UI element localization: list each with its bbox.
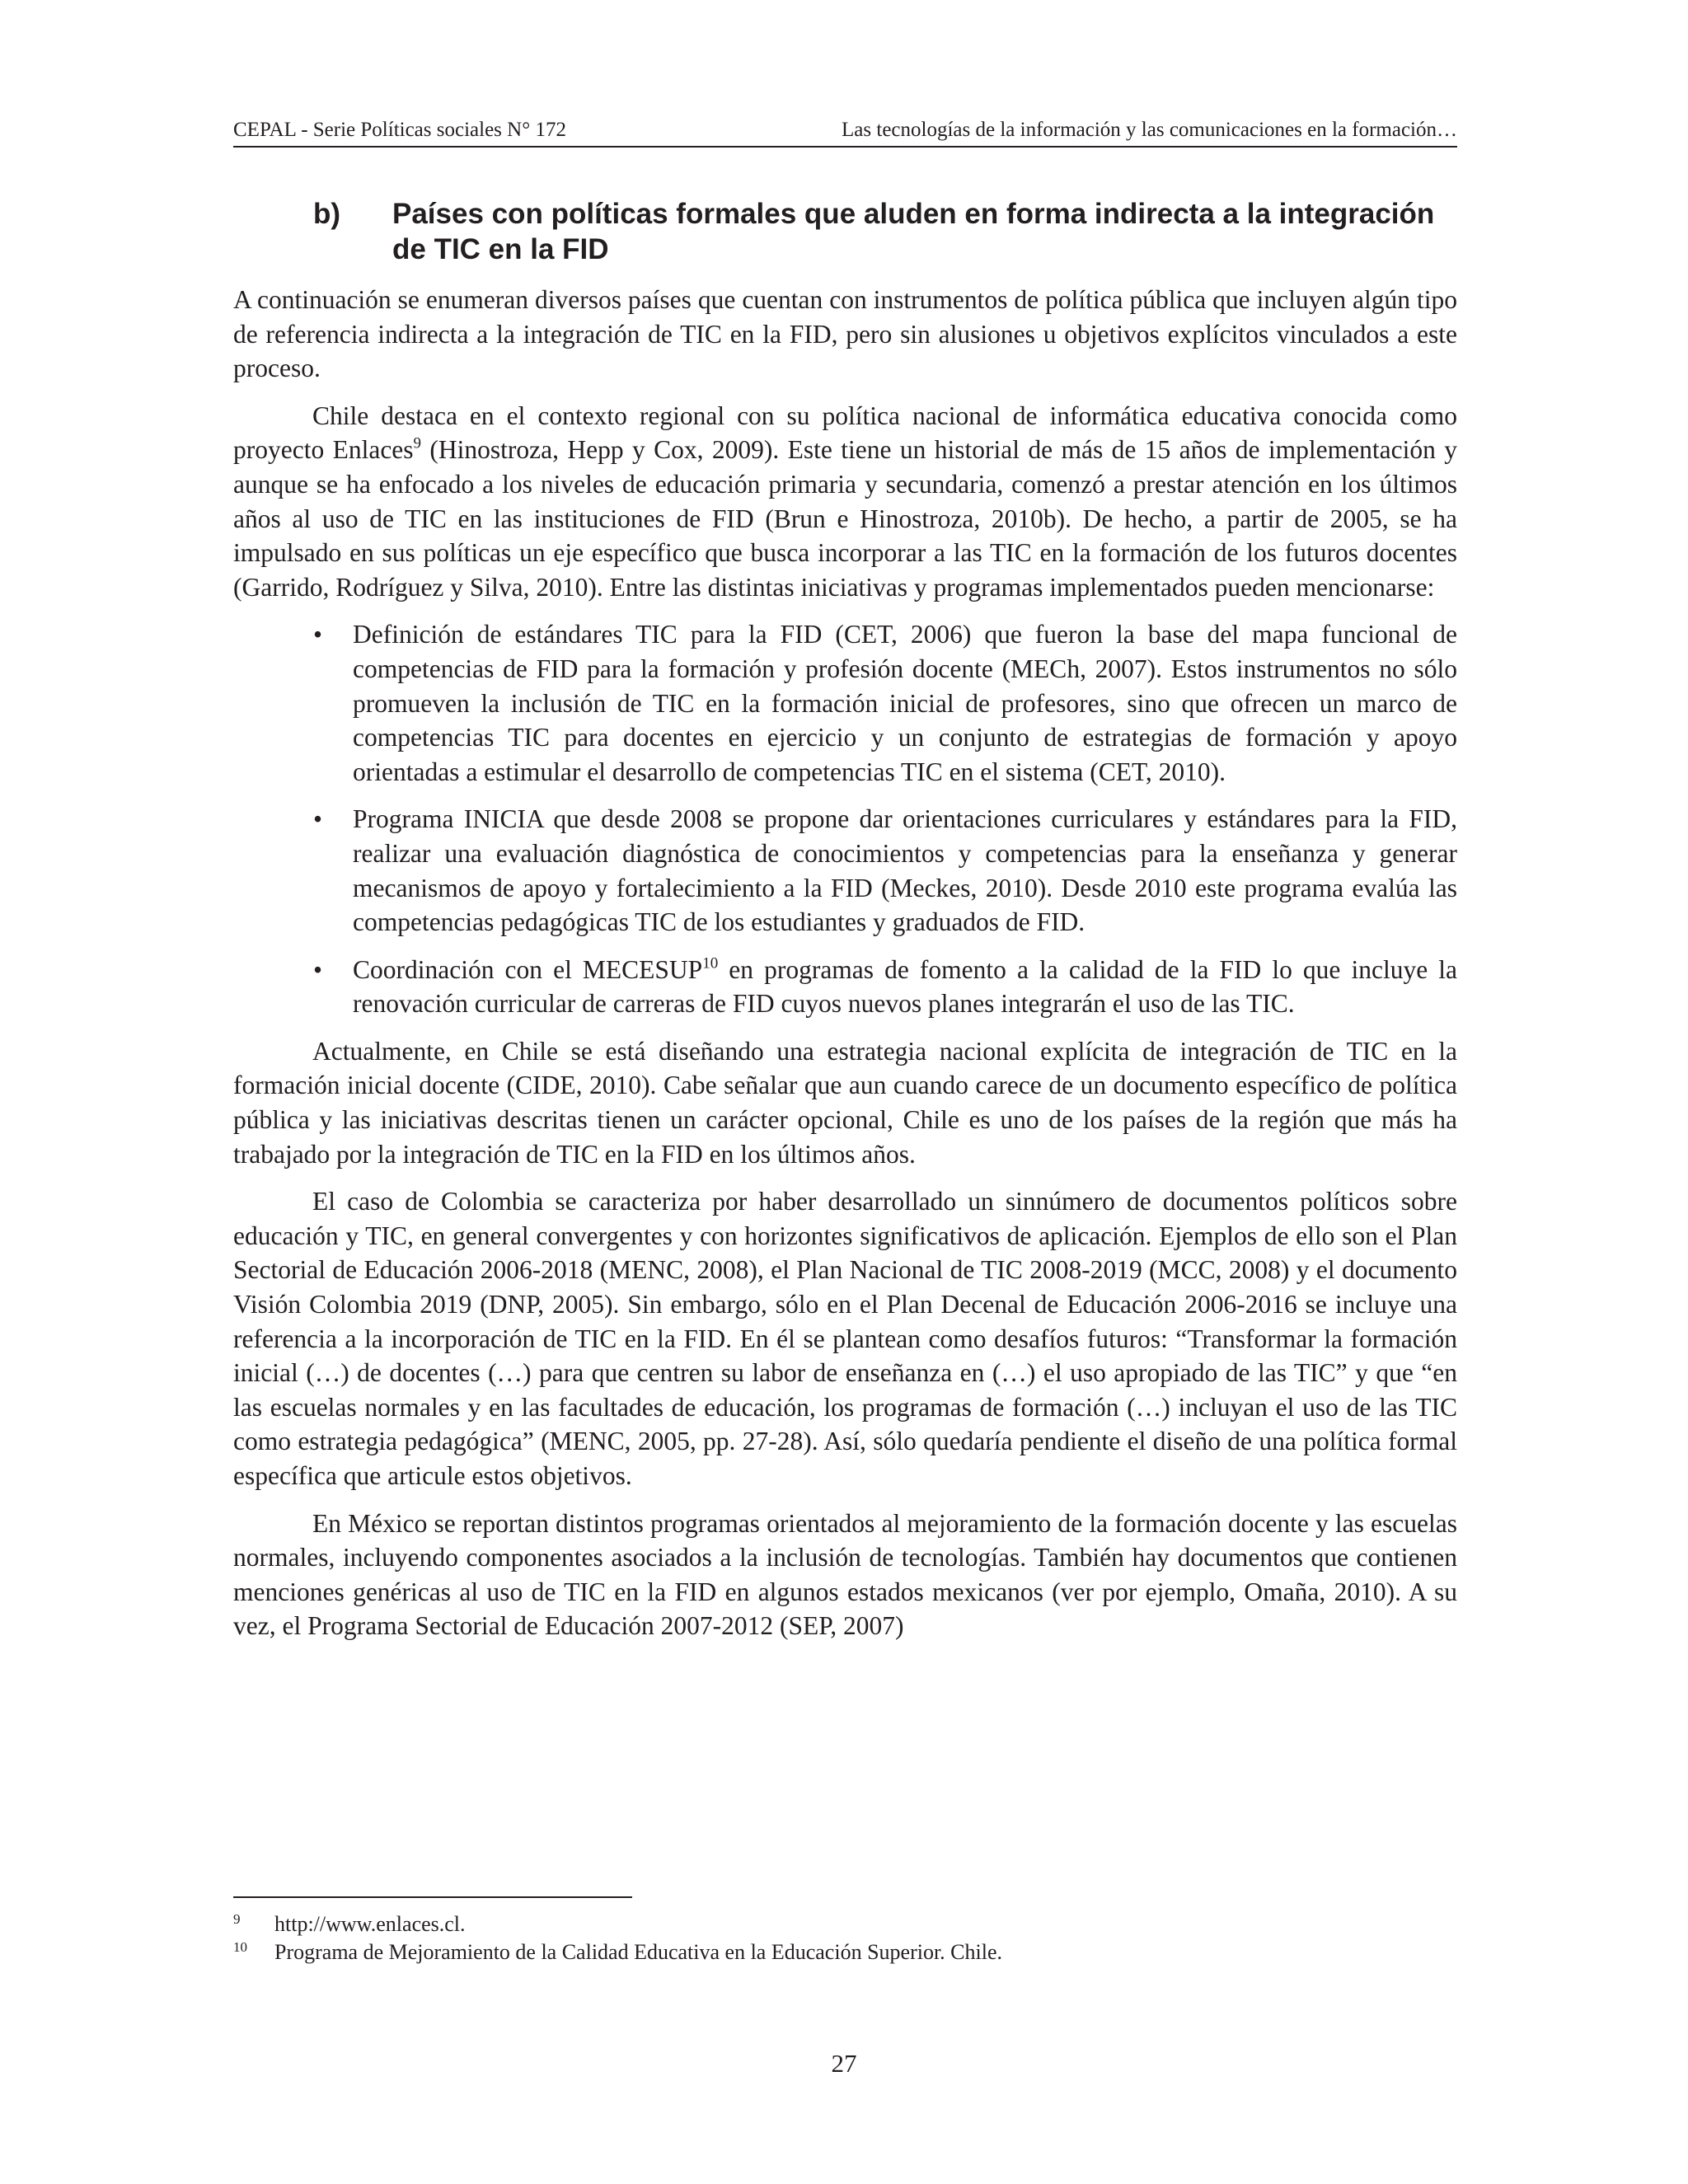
list-item (233, 617, 1457, 789)
footnote-number: 10 (233, 1939, 247, 1955)
footnote-10 (233, 1938, 1457, 1966)
list-item-text: en programas de fomento a la calidad de la FID lo que incluye la renovación curricular de carreras de FID cuyos nuevos planes integrarán el uso de las TIC. (353, 954, 1457, 1019)
running-header (233, 115, 1457, 148)
paragraph: A continuación se enumeran diversos países que cuentan con instrumentos de política pública que incluyen algún tipo de referencia indirecta a la integración de TIC en la FID, pero sin alusiones u objetivos explícitos vinculados a este proceso. (233, 285, 1457, 383)
header-document-title: Las tecnologías de la información y las comunicaciones en la formación… (842, 119, 1457, 141)
list-item-text: Definición de estándares TIC para la FID (CET, 2006) que fueron la base del mapa funcional de competencias de FID para la formación y profesión docente (MECh, 2007). Estos instrumentos no sólo promueven la inclusión de TIC en la formación inicial de profesores, sino que ofrecen un marco de competencias TIC para docentes en ejercicio y un conjunto de estrategias de formación y apoyo orientadas a estimular el desarrollo de competencias TIC en el sistema (CET, 2010). (353, 620, 1457, 786)
paragraph-text: Chile destaca en el contexto regional con su política nacional de informática educativa conocida como proyecto Enlaces (233, 401, 1457, 465)
list-item-text: Programa INICIA que desde 2008 se propone dar orientaciones curriculares y estándares para la FID, realizar una evaluación diagnóstica de conocimientos y competencias para la enseñanza y generar mecanismos de apoyo y fortalecimiento a la FID (Meckes, 2010). Desde 2010 este programa evalúa las competencias pedagógicas TIC de los estudiantes y graduados de FID. (353, 804, 1457, 937)
footnotes (233, 1910, 1457, 1966)
paragraph-text: (Hinostroza, Hepp y Cox, 2009). Este tiene un historial de más de 15 años de implementación y aunque se ha enfocado a los niveles de educación primaria y secundaria, comenzó a prestar atención en los últimos años al uso de TIC en las instituciones de FID (Brun e Hinostroza, 2010b). De hecho, a partir de 2005, se ha impulsado en sus políticas un eje específico que busca incorporar a las TIC en la formación de los futuros docentes (Garrido, Rodríguez y Silva, 2010). Entre las distintas iniciativas y programas implementados pueden mencionarse: (233, 435, 1457, 602)
footnote-number: 9 (233, 1911, 241, 1927)
footnote-ref-10[interactable]: 10 (702, 954, 719, 972)
section-title: Países con políticas formales que aluden en forma indirecta a la integración de TIC en la FID (392, 198, 1435, 265)
bullet-icon: • (313, 620, 323, 649)
section-marker: b) (313, 198, 341, 230)
footnote-9 (233, 1910, 1457, 1938)
footnote-divider (233, 1896, 632, 1898)
list-item (233, 953, 1457, 1021)
bullet-icon: • (313, 954, 323, 984)
bullet-icon: • (313, 804, 323, 834)
paragraph: El caso de Colombia se caracteriza por haber desarrollado un sinnúmero de documentos políticos sobre educación y TIC, en general convergentes y con horizontes significativos de aplicación. Ejemplos de ello son el Plan Sectorial de Educación 2006-2018 (MENC, 2008), el Plan Nacional de TIC 2008-2019 (MCC, 2008) y el documento Visión Colombia 2019 (DNP, 2005). Sin embargo, sólo en el Plan Decenal de Educación 2006-2016 se incluye una referencia a la incorporación de TIC en la FID. En él se plantean como desafíos futuros: “Transformar la formación inicial (…) de docentes (…) para que centren su labor de enseñanza en (…) el uso apropiado de las TIC” y que “en las escuelas normales y en las facultades de educación, los programas de formación (…) incluyan el uso de las TIC como estrategia pedagógica” (MENC, 2005, pp. 27-28). Así, sólo quedaría pendiente el diseño de una política formal específica que articule estos objetivos. (233, 1187, 1457, 1490)
paragraph: Actualmente, en Chile se está diseñando una estrategia nacional explícita de integración de TIC en la formación inicial docente (CIDE, 2010). Cabe señalar que aun cuando carece de un documento específico de política pública y las iniciativas descritas tienen un carácter opcional, Chile es uno de los países de la región que más ha trabajado por la integración de TIC en la FID en los últimos años. (233, 1036, 1457, 1169)
paragraph: En México se reportan distintos programas orientados al mejoramiento de la formación docente y las escuelas normales, incluyendo componentes asociados a la inclusión de tecnologías. También hay documentos que contienen menciones genéricas al uso de TIC en la FID en algunos estados mexicanos (ver por ejemplo, Omaña, 2010). A su vez, el Programa Sectorial de Educación 2007-2012 (SEP, 2007) (233, 1508, 1457, 1641)
footnote-ref-9[interactable]: 9 (413, 435, 422, 453)
bullet-list (233, 617, 1457, 1021)
footnote-text: Programa de Mejoramiento de la Calidad Educativa en la Educación Superior. Chile. (274, 1940, 1002, 1964)
footnote-link[interactable]: http://www.enlaces.cl. (274, 1912, 466, 1936)
paragraph (233, 399, 1457, 605)
list-item-text: Coordinación con el MECESUP (353, 954, 703, 984)
header-series-title: CEPAL - Serie Políticas sociales N° 172 (233, 119, 566, 141)
list-item (233, 802, 1457, 939)
body-text (233, 283, 1457, 1657)
page-number: 27 (831, 2049, 857, 2078)
